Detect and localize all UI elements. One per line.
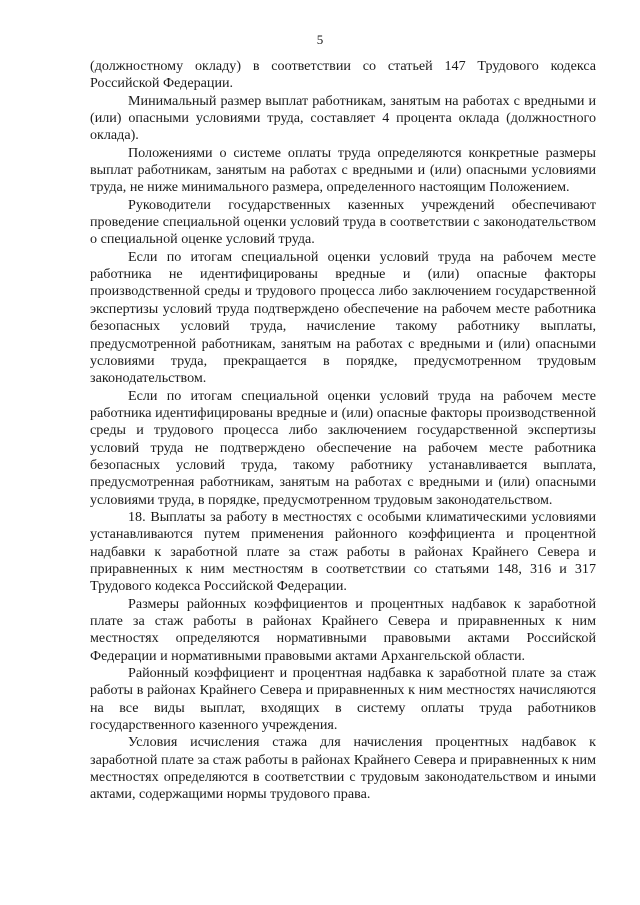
paragraph: Положениями о системе оплаты труда определяются конкретные размеры выплат работникам, занятым на работах с вредными и (или) опасными условиями труда, не ниже минимального размера, определенного настоящим Положением. [90,144,596,196]
page-number: 5 [316,32,324,47]
paragraph: Минимальный размер выплат работникам, занятым на работах с вредными и (или) опасными условиями труда, составляет 4 процента оклада (должностного оклада). [90,92,596,144]
paragraph: Если по итогам специальной оценки условий труда на рабочем месте работника не идентифицированы вредные и (или) опасные факторы производственной среды и трудового процесса либо заключением государственной экспертизы условий труда подтверждено обеспечение на рабочем месте работника безопасных условий труда, начисление такому работнику выплаты, предусмотренной работникам, занятым на работах с вредными и (или) опасными условиями труда, прекращается в порядке, предусмотренном трудовым законодательством. [90,248,596,387]
paragraph: Если по итогам специальной оценки условий труда на рабочем месте работника идентифицированы вредные и (или) опасные факторы производственной среды и трудового процесса либо заключением государственной экспертизы условий труда не подтверждено обеспечение на рабочем месте работника безопасных условий труда, такому работнику устанавливается выплата, предусмотренная работникам, занятым на работах с вредными и (или) опасными условиями труда, в порядке, предусмотренном трудовым законодательством. [90,387,596,508]
paragraph: Условия исчисления стажа для начисления процентных надбавок к заработной плате за стаж работы в районах Крайнего Севера и приравненных к ним местностях определяются в соответствии с трудовым законодательством и иными актами, содержащими нормы трудового права. [90,734,596,803]
paragraph: Районный коэффициент и процентная надбавка к заработной плате за стаж работы в районах Крайнего Севера и приравненных к ним местностях начисляются на все виды выплат, входящих в систему оплаты труда работников государственного казенного учреждения. [90,665,596,734]
paragraph: Размеры районных коэффициентов и процентных надбавок к заработной плате за стаж работы в районах Крайнего Севера и приравненных к ним местностях определяются нормативными правовыми актами Российской Федерации и нормативными правовыми актами Архангельской области. [90,595,596,664]
paragraph: Руководители государственных казенных учреждений обеспечивают проведение специальной оценки условий труда в соответствии с законодательством о специальной оценке условий труда. [90,196,596,248]
paragraph: (должностному окладу) в соответствии со статьей 147 Трудового кодекса Российской Федерации. [90,58,596,92]
body-text [90,58,596,804]
paragraph: 18. Выплаты за работу в местностях с особыми климатическими условиями устанавливаются путем применения районного коэффициента и процентной надбавки к заработной плате за стаж работы в районах Крайнего Севера и приравненных к ним местностям в соответствии со статьями 148, 316 и 317 Трудового кодекса Российской Федерации. [90,508,596,595]
